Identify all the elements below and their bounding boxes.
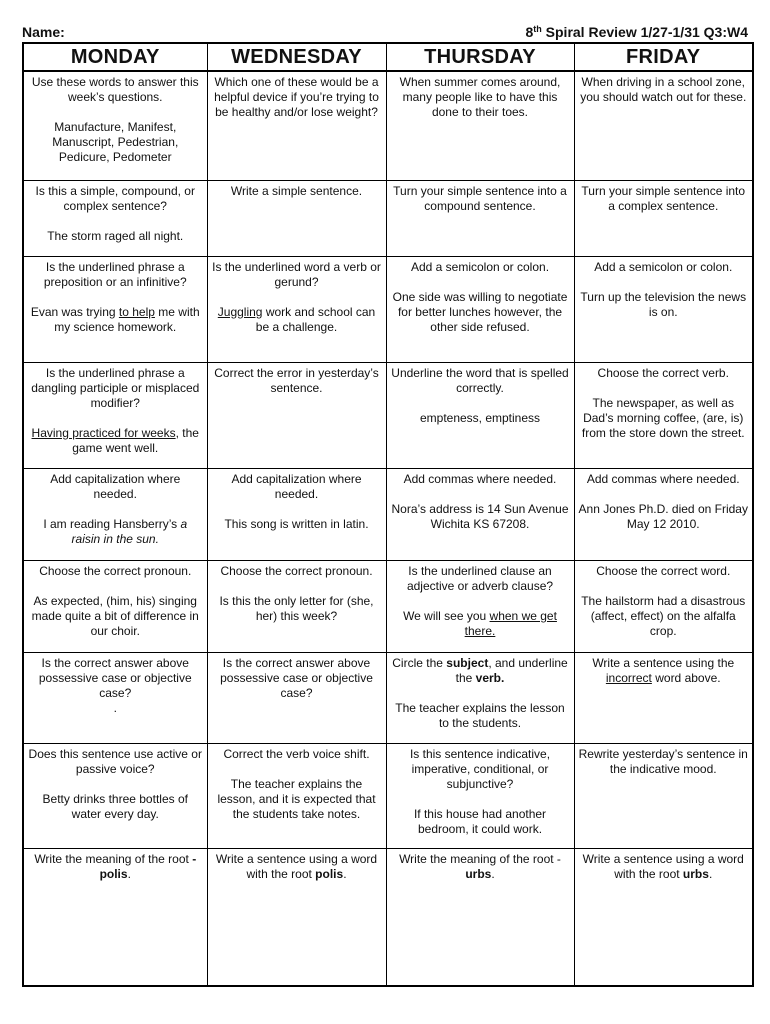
table-row xyxy=(23,71,753,181)
sentence-text: This song is written in latin. xyxy=(224,517,369,531)
column-header-thursday: THURSDAY xyxy=(386,43,574,71)
cell-friday xyxy=(574,363,753,469)
question-text: Is this sentence indicative, imperative, conditional, or subjunctive? xyxy=(409,747,551,791)
question-text: Write a sentence using a word with the root polis. xyxy=(215,852,378,881)
sentence-text: The newspaper, as well as Dad’s morning coffee, (are, is) from the store down the street. xyxy=(581,396,745,440)
question-text: Add commas where needed. xyxy=(586,472,740,486)
underlined-phrase: Having practiced for weeks xyxy=(31,426,176,440)
sentence-text: Ann Jones Ph.D. died on Friday May 12 2010. xyxy=(578,502,748,531)
question-text: Underline the word that is spelled correctly. xyxy=(391,366,569,395)
column-header-wednesday: WEDNESDAY xyxy=(207,43,386,71)
cell-thursday xyxy=(386,744,574,849)
sentence-text: The storm raged all night. xyxy=(47,229,184,243)
column-header-monday: MONDAY xyxy=(23,43,207,71)
question-text: Add capitalization where needed. xyxy=(231,472,362,501)
sentence-text: The hailstorm had a disastrous (affect, effect) on the alfalfa crop. xyxy=(581,594,746,638)
cell-friday xyxy=(574,181,753,257)
table-row xyxy=(23,744,753,849)
question-text: Write a sentence using a word with the root urbs. xyxy=(582,852,744,881)
name-label: Name: xyxy=(22,24,65,40)
table-row xyxy=(23,653,753,744)
sentence-text: Is this the only letter for (she, her) this week? xyxy=(219,594,374,623)
sentence-text: If this house had another bedroom, it could work. xyxy=(413,807,547,836)
question-text: Add a semicolon or colon. xyxy=(410,260,550,274)
sentence-text: Turn up the television the news is on. xyxy=(580,290,747,319)
cell-monday xyxy=(23,469,207,561)
cell-monday xyxy=(23,561,207,653)
cell-wednesday xyxy=(207,257,386,363)
underlined-word: Juggling xyxy=(217,305,263,319)
table-row xyxy=(23,257,753,363)
question-text: Is the underlined clause an adjective or adverb clause? xyxy=(406,564,554,593)
question-text: Which one of these would be a helpful device if you’re trying to be healthy and/or lose weight? xyxy=(214,75,379,119)
table-row xyxy=(23,363,753,469)
cell-friday xyxy=(574,849,753,987)
question-text: When summer comes around, many people like to have this done to their toes. xyxy=(399,75,561,119)
stray-dot: . xyxy=(113,701,117,715)
table-row xyxy=(23,561,753,653)
question-text: Write the meaning of the root -urbs. xyxy=(399,852,561,881)
sentence-text: Juggling work and school can be a challenge. xyxy=(217,305,376,334)
question-text: Use these words to answer this week’s questions. xyxy=(31,75,199,104)
question-text: Choose the correct word. xyxy=(596,564,731,578)
question-text: Choose the correct pronoun. xyxy=(220,564,373,578)
sentence-text: As expected, (him, his) singing made quite a bit of difference in our choir. xyxy=(31,594,199,638)
cell-thursday xyxy=(386,849,574,987)
question-text: Is the underlined word a verb or gerund? xyxy=(212,260,381,289)
question-text: Does this sentence use active or passive voice? xyxy=(28,747,202,776)
table-row xyxy=(23,181,753,257)
sentence-text: The teacher explains the lesson, and it is expected that the students take notes. xyxy=(217,777,376,821)
cell-monday xyxy=(23,257,207,363)
cell-thursday xyxy=(386,257,574,363)
cell-monday xyxy=(23,653,207,744)
cell-friday xyxy=(574,71,753,181)
question-text: Correct the error in yesterday’s sentence. xyxy=(214,366,379,395)
question-text: Write a simple sentence. xyxy=(230,184,363,198)
sentence-text: Betty drinks three bottles of water every day. xyxy=(42,792,188,821)
spiral-review-table xyxy=(22,42,754,987)
cell-thursday xyxy=(386,469,574,561)
cell-wednesday xyxy=(207,561,386,653)
cell-monday xyxy=(23,363,207,469)
underlined-phrase: to help xyxy=(118,305,155,319)
cell-thursday xyxy=(386,653,574,744)
question-text: Write the meaning of the root -polis. xyxy=(34,852,197,881)
column-header-friday: FRIDAY xyxy=(574,43,753,71)
question-text: Is this a simple, compound, or complex sentence? xyxy=(35,184,195,213)
sentence-text: Having practiced for weeks, the game went well. xyxy=(31,426,199,455)
question-text: Is the correct answer above possessive case or objective case? xyxy=(38,656,192,700)
cell-friday xyxy=(574,744,753,849)
cell-monday xyxy=(23,71,207,181)
cell-thursday xyxy=(386,561,574,653)
cell-monday xyxy=(23,181,207,257)
table-row xyxy=(23,849,753,987)
sentence-text: empteness, emptiness xyxy=(419,411,541,425)
cell-wednesday xyxy=(207,363,386,469)
sentence-text: The teacher explains the lesson to the students. xyxy=(395,701,565,730)
cell-friday xyxy=(574,561,753,653)
table-row xyxy=(23,469,753,561)
question-text: Is the correct answer above possessive case or objective case? xyxy=(220,656,373,700)
question-text: Circle the subject, and underline the verb. xyxy=(392,656,568,685)
cell-thursday xyxy=(386,181,574,257)
cell-thursday xyxy=(386,71,574,181)
word-list: Manufacture, Manifest, Manuscript, Pedestrian, Pedicure, Pedometer xyxy=(52,120,179,164)
sentence-text: I am reading Hansberry’s a raisin in the sun. xyxy=(43,517,188,546)
question-text: Turn your simple sentence into a complex sentence. xyxy=(581,184,746,213)
cell-wednesday xyxy=(207,181,386,257)
question-text: Write a sentence using the incorrect word above. xyxy=(592,656,735,685)
question-text: Add capitalization where needed. xyxy=(50,472,181,501)
cell-wednesday xyxy=(207,71,386,181)
cell-wednesday xyxy=(207,849,386,987)
cell-thursday xyxy=(386,363,574,469)
underlined-clause: when we get there. xyxy=(464,609,557,638)
sentence-text: One side was willing to negotiate for better lunches however, the other side refused. xyxy=(392,290,568,334)
day-header-row xyxy=(23,43,753,71)
cell-monday xyxy=(23,849,207,987)
italic-title: a raisin in the sun. xyxy=(71,517,188,546)
review-title: 8th Spiral Review 1/27-1/31 Q3:W4 xyxy=(525,24,748,40)
question-text: Turn your simple sentence into a compound sentence. xyxy=(393,184,567,213)
question-text: When driving in a school zone, you should watch out for these. xyxy=(580,75,747,104)
cell-friday xyxy=(574,469,753,561)
question-text: Add a semicolon or colon. xyxy=(594,260,733,274)
question-text: Is the underlined phrase a dangling participle or misplaced modifier? xyxy=(31,366,200,410)
sentence-text: Evan was trying to help me with my science homework. xyxy=(30,305,200,334)
question-text: Correct the verb voice shift. xyxy=(223,747,370,761)
question-text: Is the underlined phrase a preposition or an infinitive? xyxy=(43,260,187,289)
cell-wednesday xyxy=(207,653,386,744)
cell-friday xyxy=(574,257,753,363)
question-text: Choose the correct verb. xyxy=(597,366,729,380)
sentence-text: We will see you when we get there. xyxy=(403,609,557,638)
cell-wednesday xyxy=(207,744,386,849)
question-text: Rewrite yesterday’s sentence in the indicative mood. xyxy=(578,747,748,776)
cell-wednesday xyxy=(207,469,386,561)
page-header xyxy=(22,24,748,42)
question-text: Add commas where needed. xyxy=(403,472,557,486)
cell-monday xyxy=(23,744,207,849)
sentence-text: Nora’s address is 14 Sun Avenue Wichita KS 67208. xyxy=(391,502,569,531)
cell-friday xyxy=(574,653,753,744)
question-text: Choose the correct pronoun. xyxy=(39,564,192,578)
